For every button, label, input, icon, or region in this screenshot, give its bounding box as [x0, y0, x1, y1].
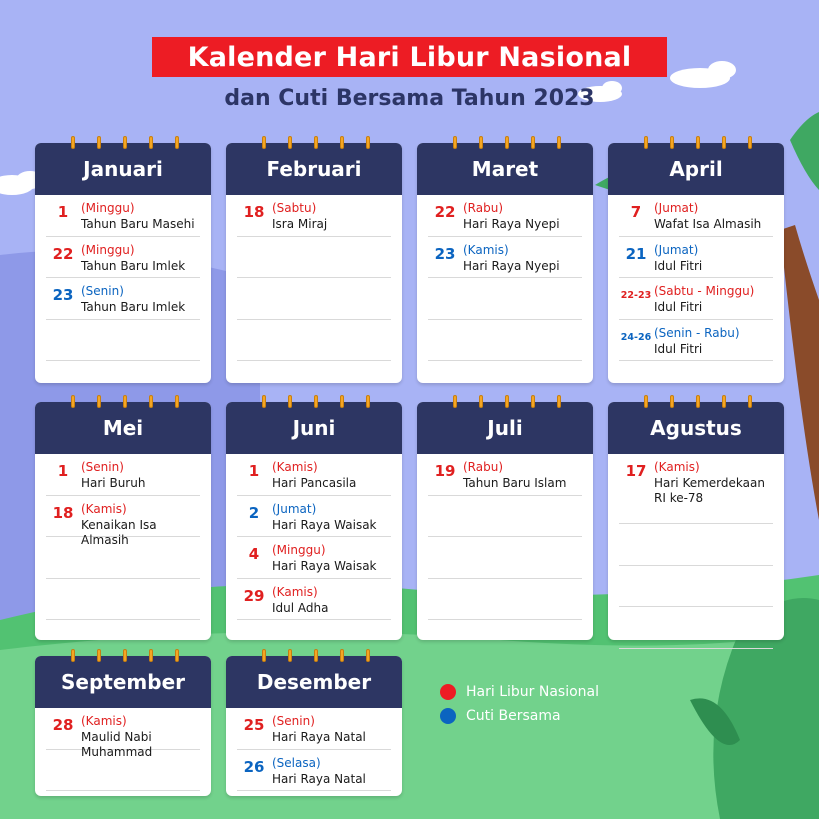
legend-dot-blue-icon: [440, 708, 456, 724]
month-title: [417, 143, 593, 195]
holiday-name: Idul Fitri: [654, 300, 703, 314]
holiday-name: Hari Raya Nyepi: [463, 258, 560, 273]
holiday-day: (Rabu): [463, 201, 504, 215]
holiday-name: Idul Adha: [272, 600, 329, 615]
holiday-day: (Kamis): [463, 242, 509, 257]
holiday-date: 28: [52, 716, 74, 734]
holiday-row: [428, 537, 582, 579]
month-title: [608, 143, 784, 195]
holiday-day: (Senin - Rabu): [654, 325, 740, 340]
binder-rings: [608, 136, 784, 150]
holiday-list: [226, 195, 402, 361]
holiday-day: (Kamis): [654, 460, 700, 474]
binder-ring-icon: [97, 649, 101, 662]
holiday-row: [237, 708, 391, 750]
binder-ring-icon: [644, 136, 648, 149]
holiday-name: Tahun Baru Islam: [463, 476, 567, 490]
binder-ring-icon: [531, 136, 535, 149]
month-name: September: [61, 670, 185, 694]
month-card-september: [35, 656, 211, 796]
holiday-date: 1: [57, 203, 69, 221]
binder-ring-icon: [531, 395, 535, 408]
month-name: Mei: [102, 416, 144, 440]
holiday-row: [46, 320, 200, 362]
holiday-date: 4: [248, 545, 260, 563]
month-card-april: [608, 143, 784, 383]
holiday-list: [608, 454, 784, 649]
holiday-name: Hari Kemerdekaan RI ke-78: [654, 476, 765, 505]
binder-ring-icon: [505, 136, 509, 149]
holiday-list: [226, 708, 402, 791]
holiday-name: Tahun Baru Masehi: [81, 217, 195, 231]
month-card-desember: [226, 656, 402, 796]
binder-ring-icon: [557, 395, 561, 408]
holiday-day: (Jumat): [272, 501, 317, 516]
binder-rings: [226, 649, 402, 663]
holiday-name: Maulid Nabi Muhammad: [81, 730, 153, 759]
month-name: Juni: [292, 416, 336, 440]
binder-ring-icon: [314, 136, 318, 149]
binder-ring-icon: [123, 136, 127, 149]
binder-ring-icon: [670, 395, 674, 408]
holiday-row: [46, 750, 200, 792]
binder-ring-icon: [453, 136, 457, 149]
binder-ring-icon: [722, 395, 726, 408]
binder-rings: [35, 395, 211, 409]
holiday-row: [46, 278, 200, 320]
month-card-juli: [417, 402, 593, 640]
binder-ring-icon: [366, 395, 370, 408]
holiday-name: Idul Fitri: [654, 341, 703, 356]
holiday-day: (Kamis): [81, 714, 127, 728]
binder-ring-icon: [149, 649, 153, 662]
binder-ring-icon: [366, 649, 370, 662]
holiday-name: Tahun Baru Imlek: [81, 258, 186, 273]
binder-ring-icon: [97, 395, 101, 408]
holiday-row: [619, 566, 773, 608]
binder-ring-icon: [670, 136, 674, 149]
binder-rings: [226, 136, 402, 150]
holiday-date: 19: [434, 462, 456, 480]
binder-rings: [226, 395, 402, 409]
holiday-row: [237, 278, 391, 320]
holiday-list: [35, 195, 211, 361]
holiday-date: 1: [57, 462, 69, 480]
binder-rings: [417, 395, 593, 409]
holiday-row: [237, 750, 391, 792]
holiday-list: [417, 195, 593, 361]
holiday-list: [35, 454, 211, 620]
binder-ring-icon: [748, 395, 752, 408]
holiday-row: [237, 579, 391, 621]
legend-label: Hari Libur Nasional: [466, 684, 599, 700]
binder-ring-icon: [175, 649, 179, 662]
holiday-date: 7: [630, 203, 642, 221]
binder-rings: [35, 136, 211, 150]
holiday-row: [428, 454, 582, 496]
month-card-mei: [35, 402, 211, 640]
binder-ring-icon: [314, 395, 318, 408]
holiday-day: (Minggu): [81, 201, 135, 215]
holiday-row: [428, 237, 582, 279]
binder-ring-icon: [696, 136, 700, 149]
binder-ring-icon: [557, 136, 561, 149]
binder-ring-icon: [453, 395, 457, 408]
holiday-name: Wafat Isa Almasih: [654, 217, 762, 231]
month-card-maret: [417, 143, 593, 383]
month-title: [226, 143, 402, 195]
holiday-day: (Kamis): [272, 584, 318, 599]
holiday-name: Hari Buruh: [81, 476, 146, 490]
holiday-row: [619, 454, 773, 524]
binder-ring-icon: [262, 395, 266, 408]
binder-rings: [417, 136, 593, 150]
holiday-row: [237, 454, 391, 496]
holiday-name: Hari Pancasila: [272, 476, 357, 490]
binder-ring-icon: [262, 649, 266, 662]
holiday-date: 23: [434, 244, 456, 263]
holiday-row: [237, 537, 391, 579]
holiday-date: 22: [52, 244, 74, 263]
binder-ring-icon: [644, 395, 648, 408]
holiday-row: [237, 320, 391, 362]
legend-dot-red-icon: [440, 684, 456, 700]
holiday-day: (Sabtu): [272, 201, 317, 215]
month-card-februari: [226, 143, 402, 383]
binder-ring-icon: [722, 136, 726, 149]
holiday-row: [46, 579, 200, 621]
holiday-row: [619, 195, 773, 237]
holiday-day: (Selasa): [272, 755, 321, 770]
holiday-row: [46, 237, 200, 279]
page-subtitle: dan Cuti Bersama Tahun 2023: [224, 86, 595, 111]
binder-ring-icon: [149, 395, 153, 408]
holiday-row: [619, 320, 773, 362]
month-name: April: [669, 157, 723, 181]
holiday-date: 23: [52, 286, 74, 304]
holiday-day: (Kamis): [81, 501, 127, 516]
binder-ring-icon: [288, 649, 292, 662]
binder-ring-icon: [175, 395, 179, 408]
holiday-day: (Senin): [81, 284, 124, 298]
holiday-row: [46, 195, 200, 237]
holiday-row: [428, 278, 582, 320]
holiday-row: [237, 195, 391, 237]
binder-ring-icon: [314, 649, 318, 662]
holiday-name: Hari Raya Natal: [272, 730, 366, 744]
holiday-date: 2: [248, 503, 260, 522]
holiday-name: Tahun Baru Imlek: [81, 300, 186, 314]
holiday-row: [428, 320, 582, 362]
month-title: [226, 656, 402, 708]
legend-label: Cuti Bersama: [466, 708, 561, 724]
legend-item-national: [440, 680, 599, 704]
holiday-day: (Sabtu - Minggu): [654, 284, 755, 298]
holiday-row: [619, 278, 773, 320]
holiday-row: [237, 237, 391, 279]
holiday-date: 21: [625, 244, 647, 263]
month-name: Januari: [83, 157, 163, 181]
month-card-agustus: [608, 402, 784, 640]
holiday-day: (Kamis): [272, 460, 318, 474]
binder-ring-icon: [696, 395, 700, 408]
month-title: [35, 656, 211, 708]
month-title: [608, 402, 784, 454]
holiday-row: [619, 524, 773, 566]
binder-rings: [35, 649, 211, 663]
holiday-day: (Minggu): [272, 543, 326, 557]
holiday-day: (Jumat): [654, 201, 699, 215]
holiday-list: [608, 195, 784, 361]
binder-ring-icon: [71, 395, 75, 408]
holiday-date: 22: [434, 203, 456, 221]
binder-ring-icon: [71, 649, 75, 662]
holiday-row: [237, 496, 391, 538]
month-name: Februari: [266, 157, 362, 181]
holiday-date: 24-26: [620, 331, 652, 343]
holiday-day: (Minggu): [81, 242, 135, 257]
binder-ring-icon: [748, 136, 752, 149]
month-name: Agustus: [650, 416, 742, 440]
holiday-row: [46, 496, 200, 547]
holiday-day: (Rabu): [463, 460, 504, 474]
holiday-row: [428, 579, 582, 621]
month-title: [226, 402, 402, 454]
holiday-row: [46, 708, 200, 759]
holiday-name: Idul Fitri: [654, 258, 703, 273]
binder-ring-icon: [366, 136, 370, 149]
binder-ring-icon: [340, 395, 344, 408]
binder-ring-icon: [123, 395, 127, 408]
holiday-row: [619, 237, 773, 279]
holiday-name: Hari Raya Nyepi: [463, 217, 560, 231]
binder-ring-icon: [479, 136, 483, 149]
holiday-date: 26: [243, 757, 265, 776]
holiday-name: Isra Miraj: [272, 217, 328, 231]
holiday-name: Hari Raya Natal: [272, 771, 366, 786]
binder-rings: [608, 395, 784, 409]
binder-ring-icon: [340, 649, 344, 662]
holiday-date: 22-23: [620, 290, 652, 301]
month-title: [417, 402, 593, 454]
legend: [440, 680, 599, 728]
holiday-day: (Senin): [81, 460, 124, 474]
month-name: Maret: [471, 157, 539, 181]
binder-ring-icon: [175, 136, 179, 149]
holiday-row: [46, 537, 200, 579]
holiday-list: [35, 708, 211, 791]
binder-ring-icon: [505, 395, 509, 408]
holiday-name: Kenaikan Isa Almasih: [81, 517, 157, 547]
holiday-date: 18: [243, 203, 265, 221]
holiday-name: Hari Raya Waisak: [272, 517, 377, 532]
month-title: [35, 402, 211, 454]
holiday-name: Hari Raya Waisak: [272, 559, 377, 573]
holiday-date: 18: [52, 503, 74, 522]
holiday-row: [428, 195, 582, 237]
holiday-date: 25: [243, 716, 265, 734]
holiday-day: (Senin): [272, 714, 315, 728]
month-card-juni: [226, 402, 402, 640]
month-card-januari: [35, 143, 211, 383]
binder-ring-icon: [288, 395, 292, 408]
binder-ring-icon: [479, 395, 483, 408]
holiday-date: 29: [243, 586, 265, 605]
holiday-day: (Jumat): [654, 242, 699, 257]
holiday-list: [417, 454, 593, 620]
holiday-date: 1: [248, 462, 260, 480]
binder-ring-icon: [71, 136, 75, 149]
holiday-row: [619, 607, 773, 649]
legend-item-cuti: [440, 704, 599, 728]
page-title: Kalender Hari Libur Nasional: [152, 37, 667, 77]
holiday-row: [46, 454, 200, 496]
binder-ring-icon: [288, 136, 292, 149]
binder-ring-icon: [262, 136, 266, 149]
month-title: [35, 143, 211, 195]
holiday-row: [428, 496, 582, 538]
binder-ring-icon: [123, 649, 127, 662]
month-name: Juli: [487, 416, 523, 440]
month-name: Desember: [256, 670, 372, 694]
binder-ring-icon: [97, 136, 101, 149]
holiday-date: 17: [625, 462, 647, 480]
holiday-list: [226, 454, 402, 620]
binder-ring-icon: [149, 136, 153, 149]
binder-ring-icon: [340, 136, 344, 149]
